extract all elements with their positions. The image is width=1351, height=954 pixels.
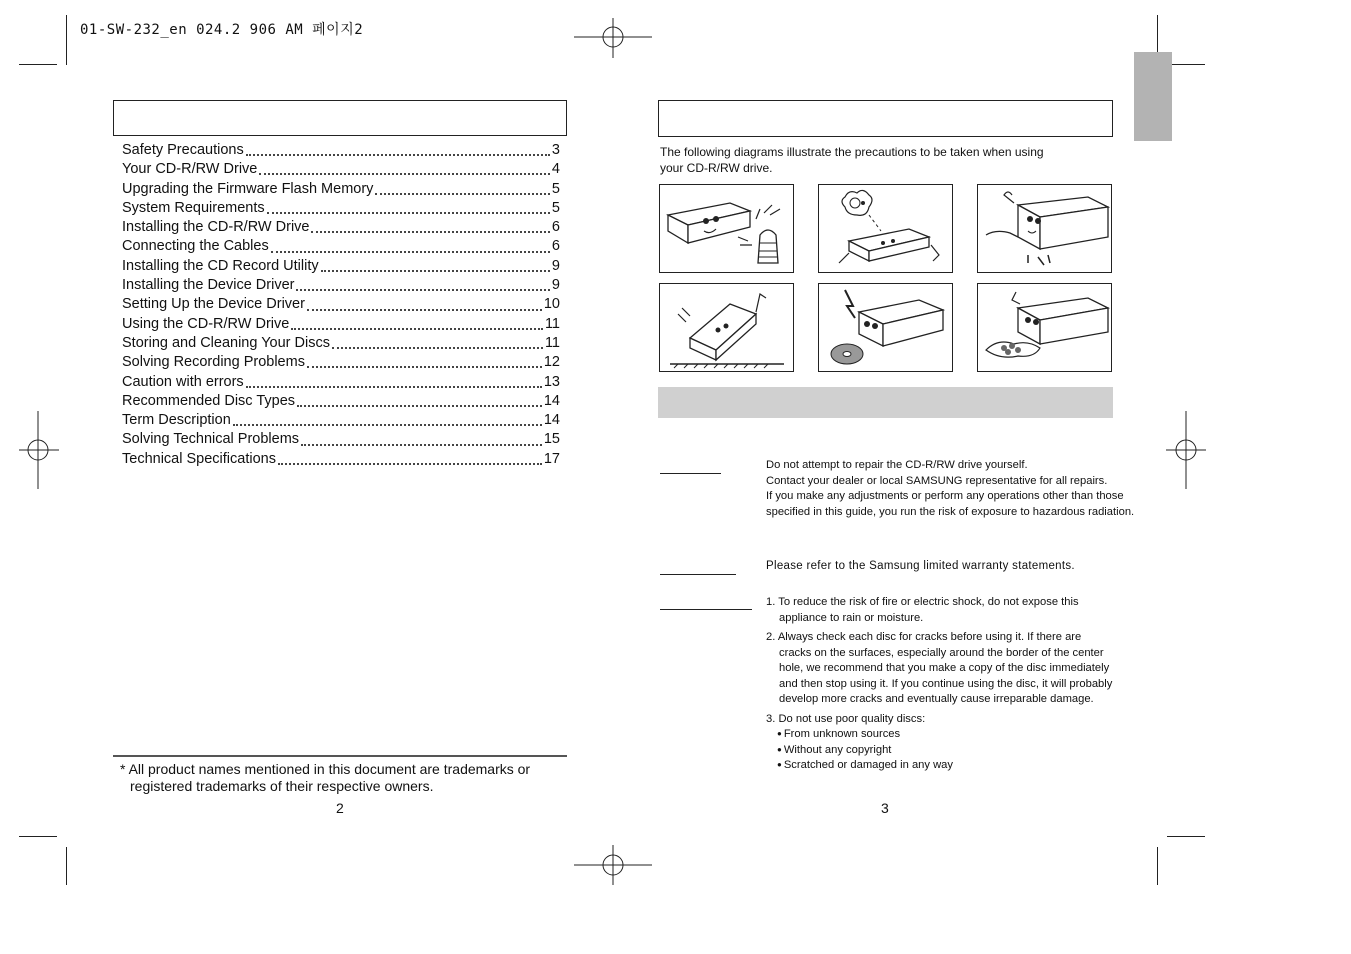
toc-entry-title: Installing the Device Driver	[122, 277, 295, 294]
toc-entry-title: Upgrading the Firmware Flash Memory	[122, 180, 374, 197]
toc-leader-dots	[296, 288, 549, 291]
toc-entry-page: 15	[543, 431, 560, 448]
toc-entry-page: 14	[543, 412, 560, 429]
crop-mark	[1167, 64, 1205, 65]
page-number-right: 3	[881, 800, 889, 816]
list-item	[766, 595, 1112, 626]
caution-line: 3. Do not use poor quality discs:	[766, 712, 926, 725]
toc-entry	[122, 219, 560, 238]
toc-entry	[122, 258, 560, 277]
toc-entry	[122, 431, 560, 450]
toc-entry	[122, 238, 560, 257]
illustration-drive-dropped	[659, 283, 794, 372]
toc-leader-dots	[291, 327, 543, 330]
repair-line: Do not attempt to repair the CD-R/RW drive yourself.	[766, 459, 1028, 471]
toc-entry-page: 12	[543, 354, 560, 371]
illustration-drive-heat	[818, 184, 953, 273]
toc-entry-page: 17	[543, 450, 560, 467]
warranty-paragraph	[766, 559, 1075, 575]
toc-entry	[122, 335, 560, 354]
toc-entry	[122, 142, 560, 161]
toc-entry-title: Installing the CD Record Utility	[122, 257, 319, 274]
toc-leader-dots	[246, 153, 550, 156]
illustration-drive-disc-shock	[818, 283, 953, 372]
label-underline	[660, 609, 752, 610]
label-underline	[660, 473, 721, 474]
toc-leader-dots	[271, 250, 550, 253]
table-of-contents	[122, 142, 560, 470]
toc-entry-title: Using the CD-R/RW Drive	[122, 315, 290, 332]
repair-line: Contact your dealer or local SAMSUNG representative for all repairs.	[766, 474, 1108, 487]
caution-line: and then stop using it. If you continue using the disc, it will probably	[779, 677, 1113, 690]
toc-entry-page: 6	[551, 219, 560, 236]
contents-title-box	[113, 100, 567, 136]
crop-mark	[66, 15, 67, 65]
bullet-item: ● Without any copyright	[766, 743, 1112, 759]
toc-entry-page: 11	[544, 315, 560, 332]
toc-entry-page: 5	[551, 180, 560, 197]
label-underline	[660, 574, 736, 575]
toc-entry-page: 11	[544, 334, 560, 351]
illustration-drive-spill	[977, 283, 1112, 372]
intro-line: your CD-R/RW drive.	[660, 161, 773, 175]
crop-mark	[66, 847, 67, 885]
toc-leader-dots	[375, 192, 550, 195]
toc-leader-dots	[307, 308, 542, 311]
toc-entry	[122, 451, 560, 470]
caution-line: 1. To reduce the risk of fire or electric shock, do not expose this	[766, 596, 1079, 608]
crop-mark	[19, 64, 57, 65]
toc-entry-title: Setting Up the Device Driver	[122, 296, 305, 313]
crop-mark	[19, 836, 57, 837]
toc-entry-title: System Requirements	[122, 199, 265, 216]
toc-entry-title: Technical Specifications	[122, 450, 276, 467]
bullet-item: ● From unknown sources	[766, 727, 1112, 743]
illustration-drive-near-water	[659, 184, 794, 273]
footnote-divider	[113, 755, 567, 757]
toc-leader-dots	[246, 385, 542, 388]
toc-entry-page: 10	[543, 296, 560, 313]
toc-entry-title: Term Description	[122, 412, 231, 429]
toc-entry	[122, 412, 560, 431]
toc-leader-dots	[267, 211, 550, 214]
intro-line: The following diagrams illustrate the precautions to be taken when using	[660, 145, 1044, 159]
toc-leader-dots	[259, 172, 550, 175]
registration-mark-icon	[574, 18, 652, 58]
toc-leader-dots	[233, 423, 542, 426]
toc-entry-page: 13	[543, 373, 560, 390]
intro-text	[660, 144, 1090, 176]
caution-line: develop more cracks and eventually cause irreparable damage.	[779, 693, 1094, 705]
toc-entry-title: Caution with errors	[122, 373, 244, 390]
illustration-drive-screws	[977, 184, 1112, 273]
crop-mark	[1157, 847, 1158, 885]
toc-entry	[122, 161, 560, 180]
toc-entry	[122, 296, 560, 315]
caution-line: 2. Always check each disc for cracks before using it. If there are	[766, 631, 1082, 643]
toc-leader-dots	[332, 346, 543, 349]
toc-entry-title: Solving Recording Problems	[122, 354, 305, 371]
toc-entry-title: Your CD-R/RW Drive	[122, 161, 258, 178]
caution-line: cracks on the surfaces, especially around the border of the center	[779, 646, 1104, 659]
crop-mark	[1167, 836, 1205, 837]
toc-entry-page: 5	[551, 199, 560, 216]
bullet-item: ● Scratched or damaged in any way	[766, 758, 1112, 774]
toc-entry-page: 3	[551, 142, 560, 158]
toc-leader-dots	[321, 269, 550, 272]
toc-leader-dots	[307, 365, 542, 368]
registration-mark-icon	[19, 411, 59, 489]
footnote-line: * All product names mentioned in this document are trademarks or	[120, 761, 531, 777]
toc-leader-dots	[278, 462, 542, 465]
toc-entry	[122, 316, 560, 335]
repair-paragraph	[766, 458, 1134, 520]
safety-title-box	[658, 100, 1113, 137]
toc-leader-dots	[311, 230, 549, 233]
toc-entry-title: Recommended Disc Types	[122, 392, 296, 409]
registration-mark-icon	[1166, 411, 1206, 489]
toc-entry-title: Installing the CD-R/RW Drive	[122, 219, 310, 236]
toc-entry	[122, 277, 560, 296]
repair-line: If you make any adjustments or perform any operations other than those	[766, 490, 1124, 502]
toc-entry	[122, 200, 560, 219]
list-item	[766, 712, 1112, 774]
page-number-left: 2	[336, 800, 344, 816]
toc-entry	[122, 393, 560, 412]
toc-entry-page: 4	[551, 161, 560, 178]
footnote-line: registered trademarks of their respective owners.	[130, 778, 434, 794]
trademark-footnote	[120, 761, 560, 795]
caution-line: appliance to rain or moisture.	[779, 611, 924, 624]
caution-line: hole, we recommend that you make a copy of the disc immediately	[779, 662, 1110, 674]
toc-entry	[122, 354, 560, 373]
list-item	[766, 630, 1112, 708]
toc-entry	[122, 181, 560, 200]
toc-entry-page: 9	[551, 277, 560, 294]
warranty-line: Please refer to the Samsung limited warranty statements.	[766, 560, 1075, 572]
side-tab	[1134, 52, 1172, 141]
toc-entry-page: 14	[543, 392, 560, 409]
toc-entry	[122, 374, 560, 393]
toc-entry-title: Connecting the Cables	[122, 238, 269, 255]
toc-entry-title: Storing and Cleaning Your Discs	[122, 334, 330, 351]
toc-entry-title: Solving Technical Problems	[122, 431, 300, 448]
toc-entry-title: Safety Precautions	[122, 142, 244, 158]
print-slug: 01-SW-232_en 024.2 906 AM 페이지2	[80, 22, 364, 38]
toc-entry-page: 9	[551, 257, 560, 274]
toc-leader-dots	[301, 443, 542, 446]
repair-line: specified in this guide, you run the risk of exposure to hazardous radiation.	[766, 505, 1135, 518]
section-grey-bar	[658, 387, 1113, 418]
toc-entry-page: 6	[551, 238, 560, 255]
cautions-list	[766, 595, 1112, 778]
toc-leader-dots	[297, 404, 542, 407]
registration-mark-icon	[574, 845, 652, 885]
